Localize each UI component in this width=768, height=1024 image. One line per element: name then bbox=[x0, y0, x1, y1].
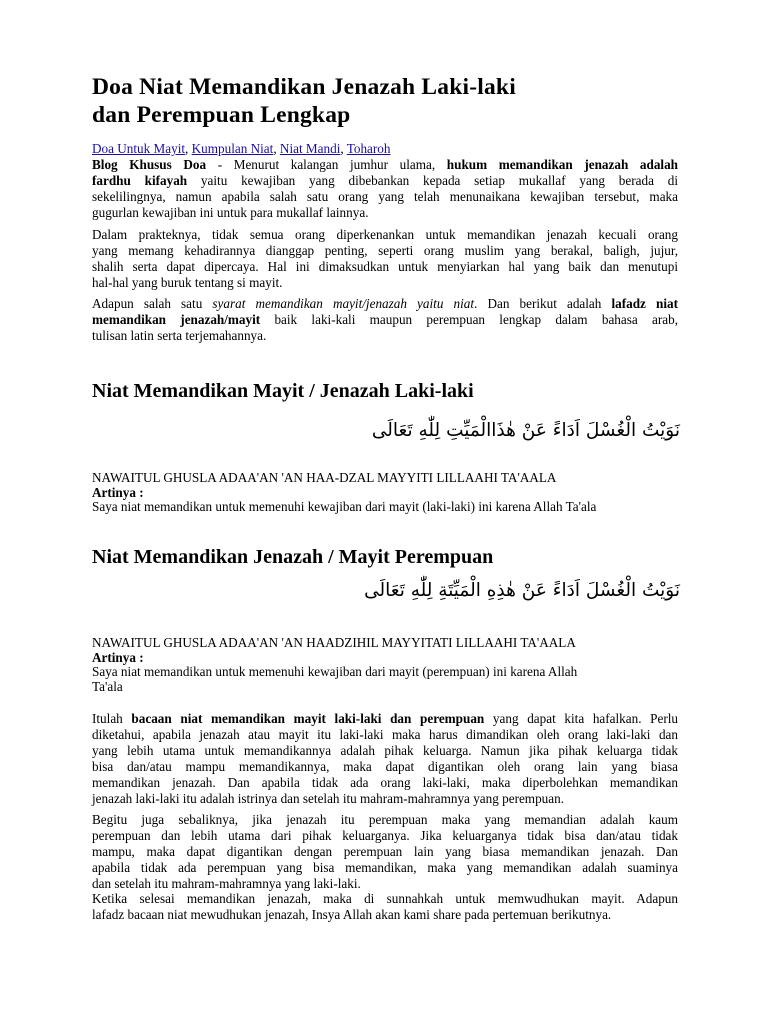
paragraph-4-line: Itulah bacaan niat memandikan mayit laki-laki dan perempuan yang dapat kita hafalkan. Perlu bbox=[92, 711, 679, 726]
paragraph-5-line: mampu, maka dapat digantikan dengan perempuan lain yang biasa memandikan jenazah. Dan bbox=[92, 844, 678, 859]
paragraph-3-line: tulisan latin serta terjemahannya. bbox=[92, 328, 267, 343]
paragraph-5-line: apabila tidak ada perempuan yang bisa memandikan, maka yang memandikan adalah suaminya bbox=[92, 860, 678, 875]
arabic-niat-female: نَوَيْتُ الْغُسْلَ اَدَاءً عَنْ هٰذِهِ الْمَيِّتَةِ لِلّٰهِ تَعَالَى bbox=[364, 580, 680, 601]
page-title-line-1: Doa Niat Memandikan Jenazah Laki-laki bbox=[92, 74, 516, 100]
tag-link-niat-mandi[interactable]: Niat Mandi bbox=[279, 141, 341, 156]
paragraph-4-line: memandikan jenazah. Dan apabila tidak ada orang laki-laki, maka diperbolehkan memandikan bbox=[92, 775, 678, 790]
paragraph-3-line: memandikan jenazah/mayit baik laki-kali maupun perempuan lengkap dalam bahasa arab, bbox=[92, 312, 678, 327]
blog-brand: Blog Khusus Doa bbox=[92, 157, 207, 172]
paragraph-2-line: Dalam prakteknya, tidak semua orang diperkenankan untuk memandikan jenazah kecuali orang bbox=[92, 227, 678, 242]
paragraph-2-line: yang memang kehadirannya dianggap penting, seperti orang muslim yang berakal, baligh, jujur, bbox=[92, 243, 678, 258]
latin-transliteration-female: NAWAITUL GHUSLA ADAA'AN 'AN HAADZIHIL MAYYITATI LILLAAHI TA'AALA bbox=[92, 635, 576, 650]
paragraph-2-line: shalih serta dapat dipercaya. Hal ini dimaksudkan untuk menyiarkan hal yang baik dan menutupi bbox=[92, 259, 678, 274]
paragraph-3-line: Adapun salah satu syarat memandikan mayit/jenazah yaitu niat. Dan berikut adalah lafadz niat bbox=[92, 296, 678, 311]
tag-separator: , bbox=[185, 141, 192, 156]
section-heading-male: Niat Memandikan Mayit / Jenazah Laki-laki bbox=[92, 380, 474, 402]
paragraph-4-line: yang lebih utama untuk memandikannya adalah pihak keluarga. Namun jika pihak keluarga tidak bbox=[92, 743, 678, 758]
artinya-label-male: Artinya : bbox=[92, 485, 144, 500]
paragraph-4-line: diketahui, apabila jenazah atau mayit itu laki-laki maka harus dimandikan oleh orang laki-laki dan bbox=[92, 727, 678, 742]
paragraph-2-line: hal-hal yang buruk tentang si mayit. bbox=[92, 275, 283, 290]
paragraph-5-line: perempuan dan lebih utama dari pihak keluarganya. Jika keluarganya tidak bisa dan/atau tidak bbox=[92, 828, 678, 843]
tag-link-toharoh[interactable]: Toharoh bbox=[346, 141, 391, 156]
tag-link-doa-untuk-mayit[interactable]: Doa Untuk Mayit bbox=[92, 141, 186, 156]
paragraph-6-line: lafadz bacaan niat mewudhukan jenazah, Insya Allah akan kami share pada pertemuan berikutnya. bbox=[92, 907, 612, 922]
intro-line-4: gugurlan kewajiban ini untuk para mukallaf lainnya. bbox=[92, 205, 369, 220]
paragraph-5 bbox=[92, 812, 678, 892]
paragraph-6 bbox=[92, 891, 678, 923]
intro-line-2: fardhu kifayah yaitu kewajiban yang dibebankan kepada setiap mukallaf yang berada di bbox=[92, 173, 678, 188]
page-title-line-2: dan Perempuan Lengkap bbox=[92, 102, 351, 128]
paragraph-4-line: bisa dan/atau mampu memandikannya, maka dapat digantikan oleh orang lain yang biasa bbox=[92, 759, 678, 774]
tag-separator: , bbox=[340, 141, 347, 156]
intro-line-3: sekelilingnya, namun apabila salah satu orang yang telah menunaikana kewajiban tersebut, maka bbox=[92, 189, 678, 204]
tag-list bbox=[92, 141, 390, 157]
tag-link-kumpulan-niat[interactable]: Kumpulan Niat bbox=[191, 141, 274, 156]
paragraph-4 bbox=[92, 711, 678, 807]
artinya-label-female: Artinya : bbox=[92, 650, 144, 665]
paragraph-4-line: jenazah laki-laki itu adalah istrinya dan setelah itu mahram-mahramnya yang perempuan. bbox=[92, 791, 565, 806]
section-heading-female: Niat Memandikan Jenazah / Mayit Perempuan bbox=[92, 546, 494, 568]
meaning-female-line-2: Ta'ala bbox=[92, 679, 123, 694]
intro-line-1: Blog Khusus Doa - Menurut kalangan jumhur ulama, hukum memandikan jenazah adalah bbox=[92, 157, 679, 172]
paragraph-5-line: Begitu juga sebaliknya, jika jenazah itu perempuan maka yang memandian adalah kaum bbox=[92, 812, 678, 827]
latin-transliteration-male: NAWAITUL GHUSLA ADAA'AN 'AN HAA-DZAL MAYYITI LILLAAHI TA'AALA bbox=[92, 470, 557, 485]
meaning-female-line-1: Saya niat memandikan untuk memenuhi kewajiban dari mayit (perempuan) ini karena Allah bbox=[92, 664, 578, 679]
page-title bbox=[92, 73, 692, 129]
intro-paragraph bbox=[92, 157, 678, 221]
meaning-male: Saya niat memandikan untuk memenuhi kewajiban dari mayit (laki-laki) ini karena Allah Ta'ala bbox=[92, 499, 597, 514]
paragraph-2 bbox=[92, 227, 678, 291]
arabic-niat-male: نَوَيْتُ الْغُسْلَ اَدَاءً عَنْ هٰذَاالْمَيِّتِ لِلّٰهِ تَعَالَى bbox=[371, 420, 680, 441]
paragraph-6-line: Ketika selesai memandikan jenazah, maka di sunnahkah untuk memwudhukan mayit. Adapun bbox=[92, 891, 678, 906]
paragraph-3 bbox=[92, 296, 678, 344]
paragraph-5-line: dan setelah itu mahram-mahramnya yang laki-laki. bbox=[92, 876, 361, 891]
tag-separator: , bbox=[273, 141, 280, 156]
